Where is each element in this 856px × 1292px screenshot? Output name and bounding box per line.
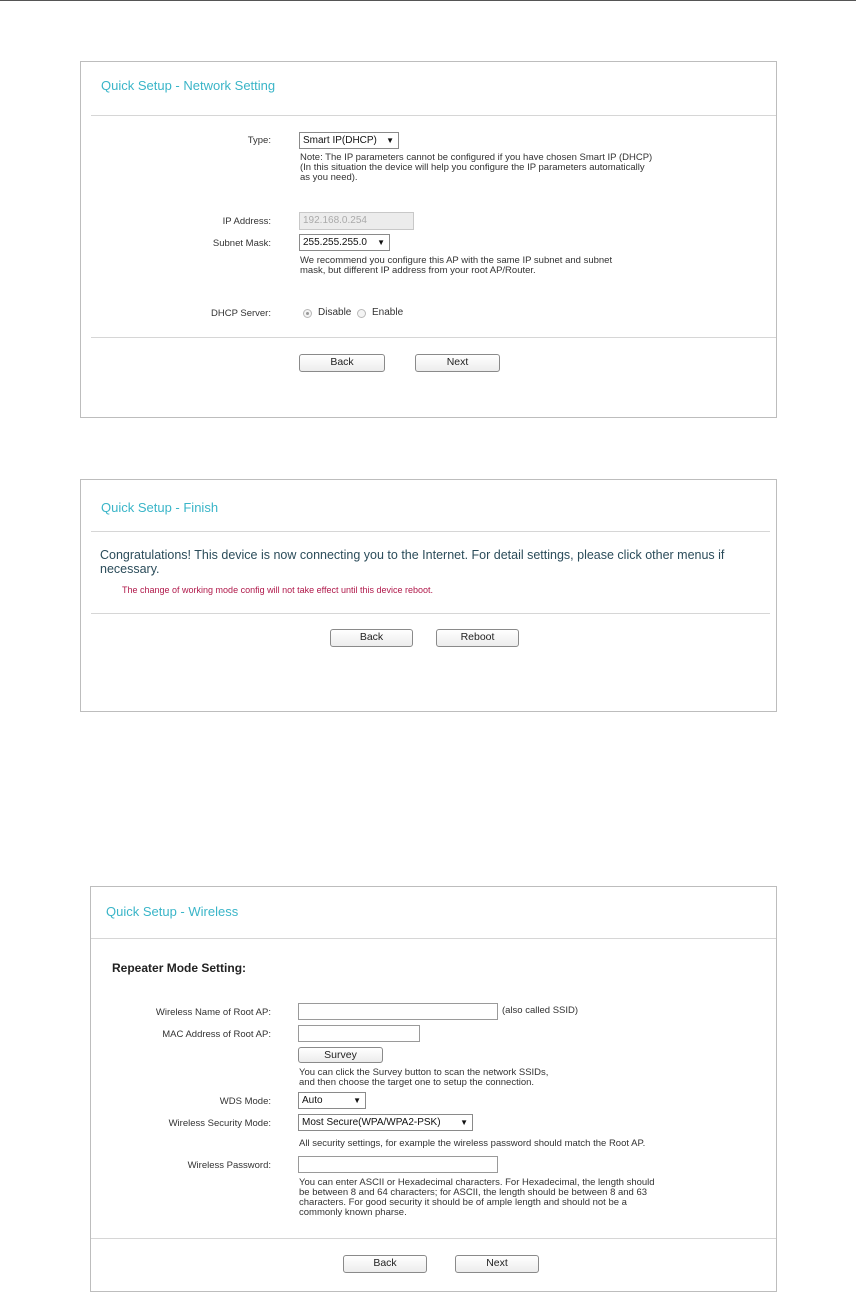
back-button[interactable]: Back: [343, 1255, 427, 1273]
wds-mode-value: Auto: [302, 1095, 323, 1106]
reboot-warning: The change of working mode config will not take effect until this device reboot.: [122, 585, 434, 595]
back-button[interactable]: Back: [299, 354, 385, 372]
repeater-mode-heading: Repeater Mode Setting:: [112, 961, 247, 975]
divider: [91, 613, 770, 614]
congratulations-line: necessary.: [100, 562, 160, 576]
back-button[interactable]: Back: [330, 629, 413, 647]
wds-mode-label: WDS Mode:: [219, 1096, 271, 1107]
mac-input[interactable]: [298, 1025, 420, 1042]
type-note-line: (In this situation the device will help you configure the IP parameters automatically: [300, 162, 645, 173]
divider: [91, 531, 770, 532]
ip-address-input[interactable]: 192.168.0.254: [299, 212, 414, 230]
type-note-line: Note: The IP parameters cannot be configured if you have chosen Smart IP (DHCP): [300, 152, 653, 163]
ssid-hint: (also called SSID): [502, 1005, 579, 1016]
panel-title: Quick Setup - Finish: [101, 500, 219, 515]
page-top-rule: [0, 0, 856, 1]
ip-address-label: IP Address:: [222, 216, 271, 227]
security-mode-label: Wireless Security Mode:: [168, 1118, 271, 1129]
dropdown-arrow-icon: ▼: [353, 1096, 361, 1105]
security-mode-select[interactable]: [298, 1114, 473, 1131]
divider: [91, 337, 776, 338]
type-select[interactable]: [299, 132, 399, 149]
mac-label: MAC Address of Root AP:: [162, 1029, 271, 1040]
congratulations-message: [100, 548, 770, 576]
congratulations-line: Congratulations! This device is now connecting you to the Internet. For detail settings, please click other menus if: [100, 548, 725, 562]
wireless-password-label: Wireless Password:: [187, 1160, 271, 1171]
divider: [91, 1238, 776, 1239]
dhcp-disable-label: Disable: [318, 307, 352, 318]
wds-mode-select[interactable]: [298, 1092, 366, 1109]
password-note: [299, 1178, 655, 1218]
subnet-mask-value: 255.255.255.0: [303, 237, 367, 248]
ssid-label: Wireless Name of Root AP:: [155, 1007, 271, 1018]
security-mode-value: Most Secure(WPA/WPA2-PSK): [302, 1117, 441, 1128]
password-note-line: commonly known pharse.: [299, 1207, 407, 1218]
subnet-mask-label: Subnet Mask:: [212, 238, 271, 249]
survey-note-line: You can click the Survey button to scan the network SSIDs,: [299, 1067, 549, 1078]
password-note-line: be between 8 and 64 characters; for ASCII, the length should be between 8 and 63: [299, 1187, 648, 1198]
wireless-password-input[interactable]: [298, 1156, 498, 1173]
panel-title: Quick Setup - Network Setting: [101, 78, 276, 93]
dhcp-enable-label: Enable: [372, 307, 404, 318]
type-note-line: as you need).: [300, 172, 358, 183]
dhcp-disable-radio[interactable]: [303, 309, 312, 318]
dropdown-arrow-icon: ▼: [386, 136, 394, 145]
divider: [91, 938, 776, 939]
next-button[interactable]: Next: [415, 354, 500, 372]
next-button[interactable]: Next: [455, 1255, 539, 1273]
reboot-button[interactable]: Reboot: [436, 629, 519, 647]
subnet-note-line: We recommend you configure this AP with the same IP subnet and subnet: [300, 255, 613, 266]
subnet-mask-note: [300, 256, 612, 276]
dhcp-enable-radio[interactable]: [357, 309, 366, 318]
password-note-line: You can enter ASCII or Hexadecimal characters. For Hexadecimal, the length should: [299, 1177, 655, 1188]
security-note: All security settings, for example the wireless password should match the Root AP.: [299, 1138, 646, 1149]
subnet-note-line: mask, but different IP address from your root AP/Router.: [300, 265, 536, 276]
type-note: [300, 153, 652, 183]
divider: [91, 115, 776, 116]
dropdown-arrow-icon: ▼: [377, 238, 385, 247]
password-note-line: characters. For good security it should be of ample length and should not be a: [299, 1197, 627, 1208]
survey-note-line: and then choose the target one to setup the connection.: [299, 1077, 535, 1088]
subnet-mask-select[interactable]: [299, 234, 390, 251]
dhcp-server-label: DHCP Server:: [210, 308, 271, 319]
network-setting-panel: [80, 61, 777, 418]
type-label: Type:: [247, 135, 271, 146]
dropdown-arrow-icon: ▼: [460, 1118, 468, 1127]
survey-note: [299, 1068, 548, 1088]
survey-button[interactable]: Survey: [298, 1047, 383, 1063]
ssid-input[interactable]: [298, 1003, 498, 1020]
type-select-value: Smart IP(DHCP): [303, 135, 377, 146]
finish-panel: [80, 479, 777, 712]
panel-title: Quick Setup - Wireless: [106, 904, 239, 919]
wireless-panel: [90, 886, 777, 1292]
